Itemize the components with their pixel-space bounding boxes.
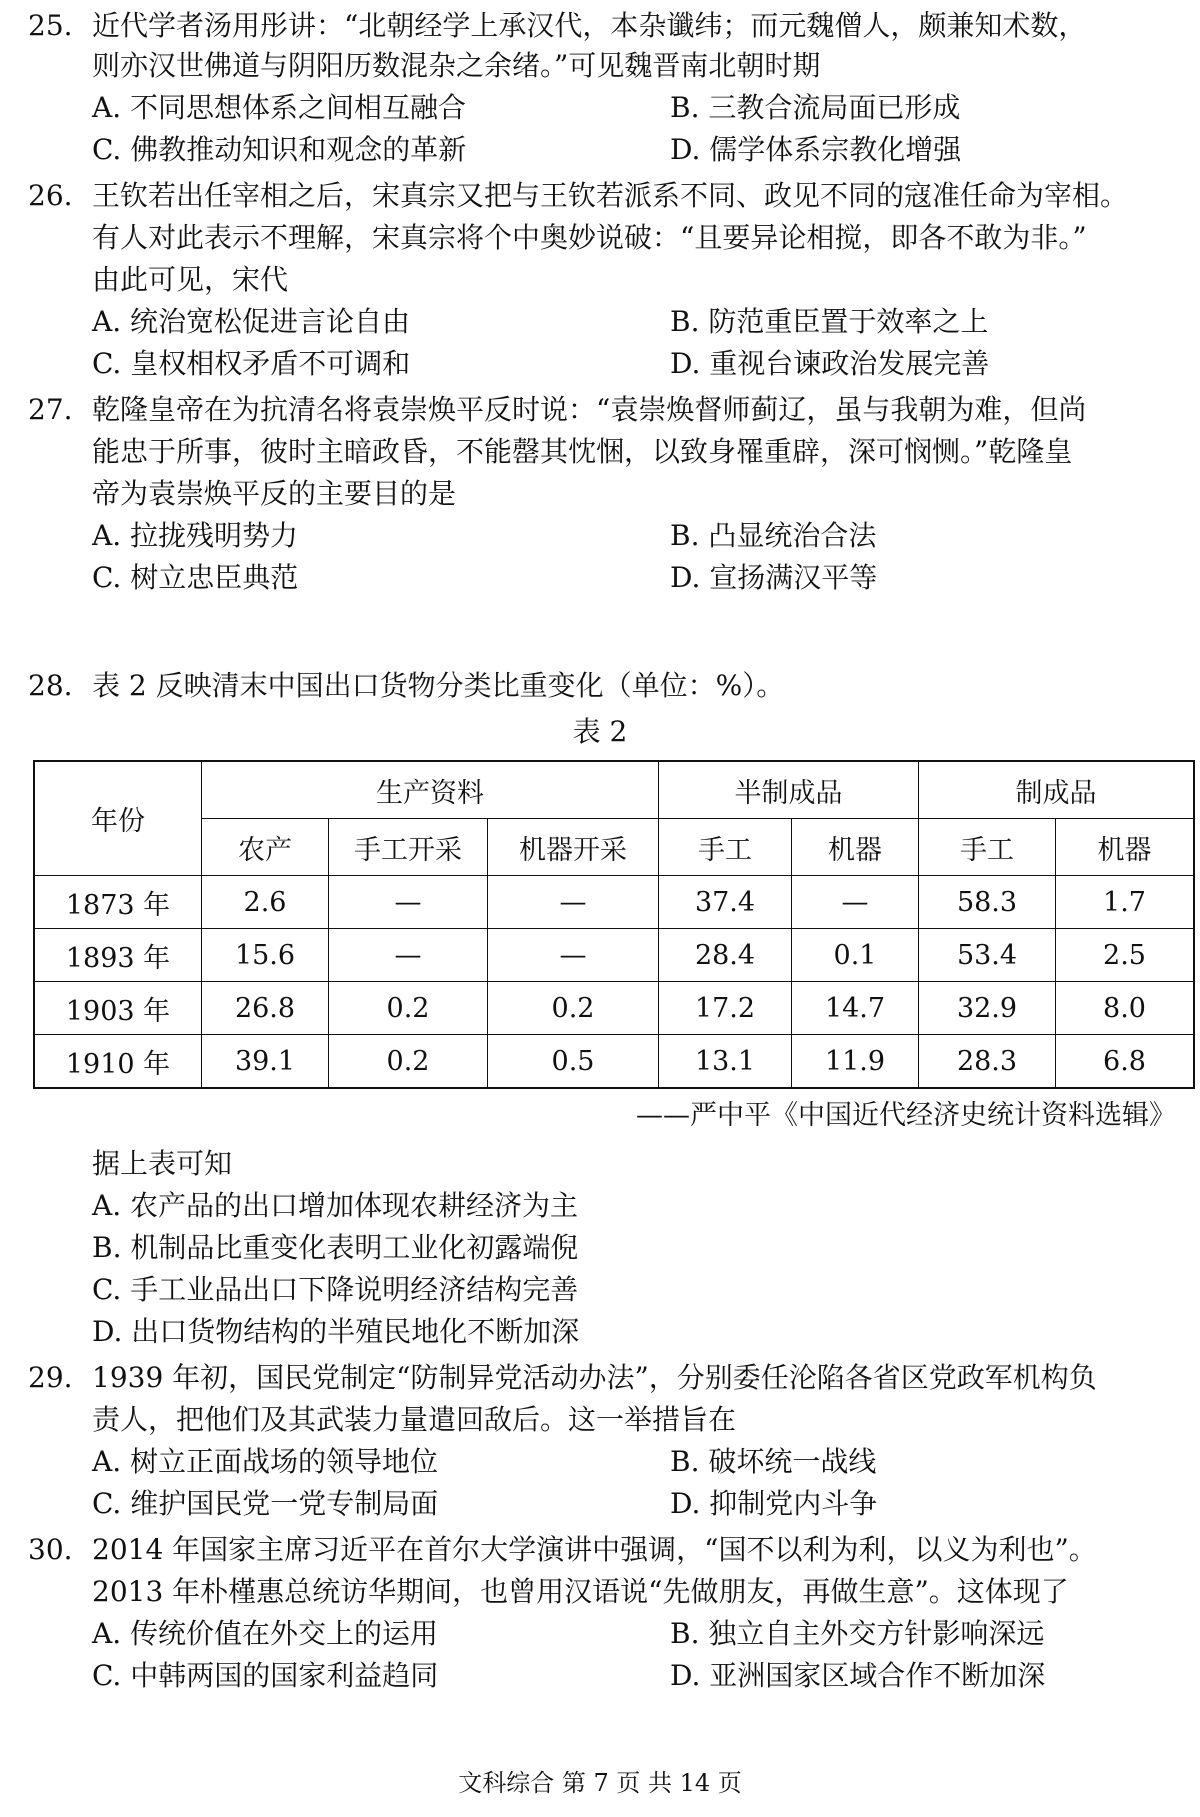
table-cell: 17.2 <box>659 982 792 1035</box>
option-c: C. 佛教推动知识和观念的革新 <box>92 133 467 166</box>
table-cell: 39.1 <box>202 1035 329 1089</box>
table-cell: 28.3 <box>919 1035 1056 1089</box>
table-cell: 14.7 <box>792 982 919 1035</box>
subheader: 手工 <box>919 819 1056 876</box>
table-cell: 32.9 <box>919 982 1056 1035</box>
subheader: 机器 <box>792 819 919 876</box>
table-cell: — <box>488 876 659 929</box>
subheader: 机器 <box>1056 819 1195 876</box>
subheader: 手工 <box>659 819 792 876</box>
table-cell: 58.3 <box>919 876 1056 929</box>
table-row <box>34 929 1194 982</box>
table-cell: 1.7 <box>1056 876 1195 929</box>
question-number: 25. <box>28 9 73 42</box>
option-c: C. 维护国民党一党专制局面 <box>92 1487 439 1520</box>
table-cell: 37.4 <box>659 876 792 929</box>
option-b: B. 独立自主外交方针影响深远 <box>670 1617 1045 1650</box>
question-text-line: 1939 年初，国民党制定“防制异党活动办法”，分别委任沦陷各省区党政军机构负 <box>92 1361 1097 1394</box>
option-d: D. 儒学体系宗教化增强 <box>670 133 962 166</box>
table-row <box>34 876 1194 929</box>
question-number: 29. <box>28 1361 73 1394</box>
table-cell: — <box>329 929 488 982</box>
table-cell: 13.1 <box>659 1035 792 1089</box>
option-c: C. 手工业品出口下降说明经济结构完善 <box>92 1273 579 1306</box>
question-text-line: 表 2 反映清末中国出口货物分类比重变化（单位：%）。 <box>92 669 785 702</box>
table-source: ——严中平《中国近代经济史统计资料选辑》 <box>636 1100 1176 1131</box>
table-cell: 0.5 <box>488 1035 659 1089</box>
question-text-line: 帝为袁崇焕平反的主要目的是 <box>92 477 457 510</box>
table-cell: 0.2 <box>329 982 488 1035</box>
question-text-line: 王钦若出任宰相之后，宋真宗又把与王钦若派系不同、政见不同的寇准任命为宰相。 <box>92 179 1129 212</box>
question-text-line: 能忠于所事，彼时主暗政昏，不能罄其忱悃，以致身罹重辟，深可悯恻。”乾隆皇 <box>92 435 1073 468</box>
question-text-line: 有人对此表示不理解，宋真宗将个中奥妙说破：“且要异论相搅，即各不敢为非。” <box>92 221 1087 254</box>
year-cell: 1873 年 <box>34 876 202 929</box>
group-header-finished: 制成品 <box>919 761 1195 819</box>
table-cell: 53.4 <box>919 929 1056 982</box>
page-footer: 文科综合 第 7 页 共 14 页 <box>458 1769 742 1797</box>
question-number: 28. <box>28 669 73 702</box>
table-cell: 26.8 <box>202 982 329 1035</box>
table-caption: 表 2 <box>572 715 628 748</box>
option-d: D. 出口货物结构的半殖民地化不断加深 <box>92 1315 580 1348</box>
question-number: 26. <box>28 179 73 212</box>
option-a: A. 拉拢残明势力 <box>92 519 299 552</box>
table-row <box>34 982 1194 1035</box>
option-a: A. 树立正面战场的领导地位 <box>92 1445 439 1478</box>
table-cell: 8.0 <box>1056 982 1195 1035</box>
question-number: 27. <box>28 393 73 426</box>
table-cell: 15.6 <box>202 929 329 982</box>
option-d: D. 重视台谏政治发展完善 <box>670 347 990 380</box>
question-text-line: 2014 年国家主席习近平在首尔大学演讲中强调，“国不以利为利，以义为利也”。 <box>92 1533 1097 1566</box>
option-a: A. 统治宽松促进言论自由 <box>92 305 411 338</box>
subheader: 机器开采 <box>488 819 659 876</box>
group-header-semi-finished: 半制成品 <box>659 761 919 819</box>
option-d: D. 亚洲国家区域合作不断加深 <box>670 1659 1046 1692</box>
year-cell: 1893 年 <box>34 929 202 982</box>
table-cell: 28.4 <box>659 929 792 982</box>
option-b: B. 三教合流局面已形成 <box>670 91 961 124</box>
question-text-line: 2013 年朴槿惠总统访华期间，也曾用汉语说“先做朋友，再做生意”。这体现了 <box>92 1575 1069 1608</box>
year-cell: 1910 年 <box>34 1035 202 1089</box>
table-cell: 0.2 <box>488 982 659 1035</box>
table-cell: — <box>329 876 488 929</box>
question-number: 30. <box>28 1533 73 1566</box>
export-share-table <box>33 760 1195 1089</box>
question-text-line: 责人，把他们及其武装力量遣回敌后。这一举措旨在 <box>92 1403 737 1436</box>
option-c: C. 中韩两国的国家利益趋同 <box>92 1659 439 1692</box>
subheader: 手工开采 <box>329 819 488 876</box>
table-cell: 2.5 <box>1056 929 1195 982</box>
table-cell: 2.6 <box>202 876 329 929</box>
option-b: B. 防范重臣置于效率之上 <box>670 305 989 338</box>
year-cell: 1903 年 <box>34 982 202 1035</box>
table-row <box>34 1035 1194 1089</box>
option-d: D. 抑制党内斗争 <box>670 1487 878 1520</box>
question-text-line: 近代学者汤用彤讲：“北朝经学上承汉代，本杂谶纬；而元魏僧人，颇兼知术数， <box>92 9 1087 42</box>
table-cell: 0.1 <box>792 929 919 982</box>
option-c: C. 皇权相权矛盾不可调和 <box>92 347 411 380</box>
table-cell: 6.8 <box>1056 1035 1195 1089</box>
table-cell: 11.9 <box>792 1035 919 1089</box>
option-d: D. 宣扬满汉平等 <box>670 561 878 594</box>
option-a: A. 农产品的出口增加体现农耕经济为主 <box>92 1189 579 1222</box>
table-cell: 0.2 <box>329 1035 488 1089</box>
question-text-line: 由此可见，宋代 <box>92 263 289 296</box>
group-header-production: 生产资料 <box>202 761 659 819</box>
question-text-line: 乾隆皇帝在为抗清名将袁崇焕平反时说：“袁崇焕督师蓟辽，虽与我朝为难，但尚 <box>92 393 1087 426</box>
question-text-line: 则亦汉世佛道与阴阳历数混杂之余绪。”可见魏晋南北朝时期 <box>92 49 821 82</box>
subheader: 农产 <box>202 819 329 876</box>
option-b: B. 凸显统治合法 <box>670 519 877 552</box>
question-text-line: 据上表可知 <box>92 1147 233 1180</box>
table-cell: — <box>488 929 659 982</box>
table-cell: — <box>792 876 919 929</box>
option-b: B. 机制品比重变化表明工业化初露端倪 <box>92 1231 579 1264</box>
option-a: A. 传统价值在外交上的运用 <box>92 1617 439 1650</box>
year-header: 年份 <box>34 761 202 876</box>
option-b: B. 破坏统一战线 <box>670 1445 877 1478</box>
option-a: A. 不同思想体系之间相互融合 <box>92 91 467 124</box>
option-c: C. 树立忠臣典范 <box>92 561 299 594</box>
